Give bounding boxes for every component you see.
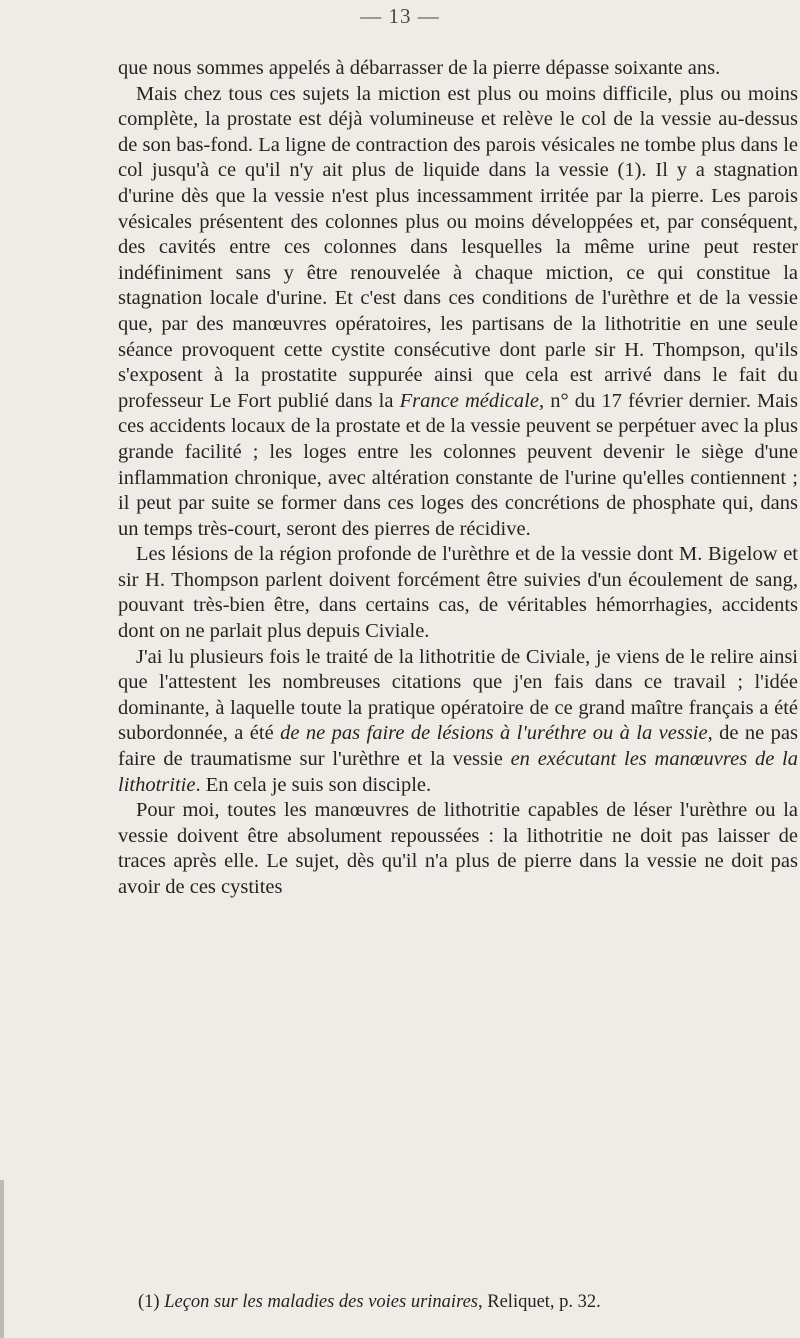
paragraph-text: Mais chez tous ces sujets la miction est plus ou moins difficile, plus ou moins complète, la prostate est déjà volumineuse et relève le col de la vessie au-dessus de son bas-fond. La ligne de contraction des parois vésicales ne tombe plus dans le col jusqu'à ce qu'il n'y ait plus de liquide dans la vessie (1). Il y a stagnation d'urine dès que la vessie n'est plus incessamment irritée par la pierre. Les parois vésicales présentent des colonnes plus ou moins développées et, par conséquent, des cavités entre ces colonnes dans lesquelles la même urine peut rester indéfiniment sans y être renouvelée à chaque miction, ce qui constitue la stagnation locale d'urine. Et c'est dans ces conditions de l'urèthre et de la vessie que, par des manœuvres opératoires, les partisans de la lithotritie en une seule séance provoquent cette cystite consécutive dont parle sir H. Thompson, qu'ils s'exposent à la prostatite suppurée ainsi que cela est arrivé dans le fait du professeur Le Fort publié dans la <box>118 82 798 412</box>
paragraph <box>118 542 798 644</box>
paragraph <box>118 82 798 543</box>
paragraph-text: que nous sommes appelés à débarrasser de la pierre dépasse soixante ans. <box>118 57 721 79</box>
footnote-title: Leçon sur les maladies des voies urinaires <box>164 1292 478 1312</box>
paragraph <box>118 56 798 82</box>
paragraph-text: J'ai lu plusieurs fois le traité de la lithotritie de Civiale, je viens de le relire ainsi que l'attestent les nombreuses citations que j'en fais dans ce travail ; l'idée dominante, à laquelle toute la pratique opératoire de ce grand maître français a été subordonnée, a été <box>118 645 798 745</box>
page-edge-mark <box>0 1180 4 1338</box>
italic-text: de ne pas faire de lésions à l'uréthre ou à la vessie <box>280 722 708 745</box>
paragraph <box>118 645 798 799</box>
paragraph-text: , n° du 17 février dernier. Mais ces accidents locaux de la prostate et de la vessie peuvent se perpétuer avec la plus grande facilité ; les loges entre les colonnes peuvent devenir le siège d'une inflammation chronique, avec altération constante de l'urine qu'elles contiennent ; il peut par suite se former dans ces loges des concrétions de phosphate qui, dans un temps très-court, seront des pierres de récidive. <box>118 389 798 540</box>
footnote-reference: , Reliquet, p. 32. <box>478 1292 601 1312</box>
footnote <box>138 1291 778 1313</box>
body-text <box>118 56 798 901</box>
paragraph-text: Les lésions de la région profonde de l'urèthre et de la vessie dont M. Bigelow et sir H. Thompson parlent doivent forcément être suivies d'un écoulement de sang, pouvant très-bien être, dans certains cas, de véritables hémorrhagies, accidents dont on ne parlait plus depuis Civiale. <box>118 543 798 643</box>
paragraph-text: Pour moi, toutes les manœuvres de lithotritie capables de léser l'urèthre ou la vessie doivent être absolument repoussées : la lithotritie ne doit pas laisser de traces après elle. Le sujet, dès qu'il n'a plus de pierre dans la vessie ne doit pas avoir de ces cystites <box>118 799 798 898</box>
footnote-marker: (1) <box>138 1292 160 1312</box>
paragraph <box>118 798 798 900</box>
paragraph-text: . En cela je suis son disciple. <box>195 773 432 796</box>
paragraph-text: , de ne pas faire de traumatisme sur l'urèthre et la vessie <box>118 722 798 771</box>
page-number: — 13 — <box>360 4 440 28</box>
italic-text: en exécutant les manœuvres de la lithotritie <box>118 748 799 796</box>
italic-text: France médicale <box>399 389 539 412</box>
